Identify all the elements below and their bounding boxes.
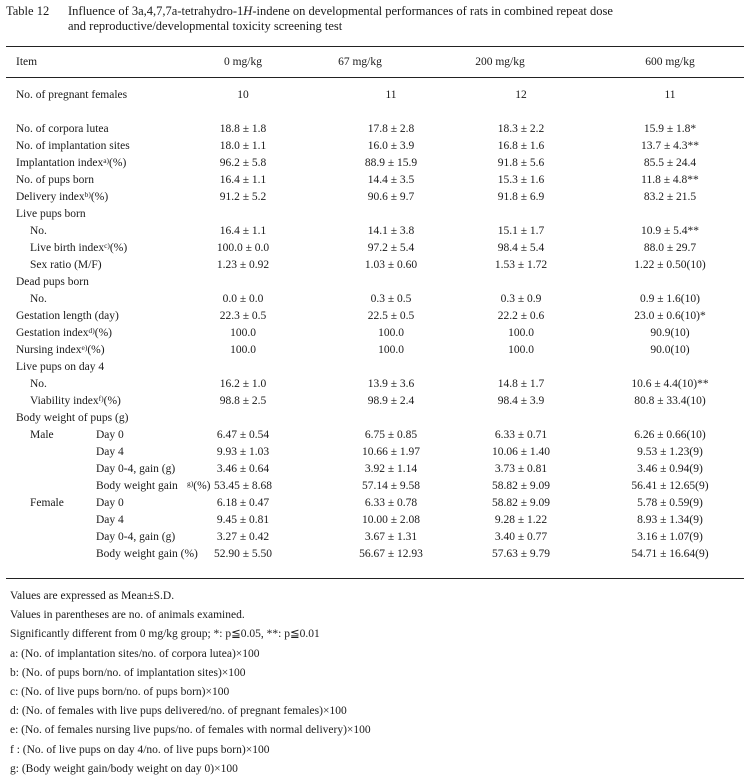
table-cell: 0.3 ± 0.5 xyxy=(370,293,412,305)
table-title-part1: Influence of 3a,4,7,7a-tetrahydro-1 xyxy=(68,4,244,18)
table-cell: 100.0 xyxy=(230,344,256,356)
table-cell: 57.63 ± 9.79 xyxy=(491,548,551,560)
table-cell: 1.22 ± 0.50(10) xyxy=(634,259,706,271)
table-cell: 1.03 ± 0.60 xyxy=(364,259,418,271)
table-row xyxy=(0,461,750,478)
bottom-rule xyxy=(6,578,744,579)
table-row xyxy=(0,342,750,359)
table-cell: 9.45 ± 0.81 xyxy=(216,514,270,526)
table-row xyxy=(0,427,750,444)
row-label-text: Delivery index xyxy=(16,191,85,203)
table-cell: 1.53 ± 1.72 xyxy=(494,259,548,271)
table-cell: 6.18 ± 0.47 xyxy=(216,497,270,509)
row-label xyxy=(16,189,108,206)
row-label xyxy=(30,495,124,512)
row-sublabel: Day 4 xyxy=(96,514,124,526)
table-cell: 16.4 ± 1.1 xyxy=(219,225,267,237)
table-row xyxy=(0,87,750,104)
row-label xyxy=(30,257,102,274)
table-cell: 11 xyxy=(664,89,676,101)
table-row xyxy=(0,189,750,206)
table-cell: 91.8 ± 5.6 xyxy=(497,157,545,169)
row-label-text: Live pups born xyxy=(16,208,86,220)
row-label xyxy=(16,325,112,342)
table-cell: 10.6 ± 4.4(10)** xyxy=(631,378,709,390)
table-row xyxy=(0,274,750,291)
table-cell: 3.40 ± 0.77 xyxy=(494,531,548,543)
row-sublabel: Day 0-4, gain (g) xyxy=(96,463,176,475)
table-row xyxy=(0,376,750,393)
footnote-mark: c) xyxy=(104,241,110,250)
table-cell: 14.8 ± 1.7 xyxy=(497,378,545,390)
table-cell: 23.0 ± 0.6(10)* xyxy=(634,310,706,322)
footnote: a: (No. of implantation sites/no. of corpora lutea)×100 xyxy=(10,647,260,660)
footnote: c: (No. of live pups born/no. of pups born)×100 xyxy=(10,686,230,698)
row-label xyxy=(30,393,121,410)
table-cell: 9.28 ± 1.22 xyxy=(494,514,548,526)
row-label-text: Nursing index xyxy=(16,344,82,356)
table-cell: 22.5 ± 0.5 xyxy=(367,310,415,322)
table-row xyxy=(0,359,750,376)
table-cell: 54.71 ± 16.64(9) xyxy=(631,548,709,560)
table-cell: 56.67 ± 12.93 xyxy=(359,548,423,560)
table-cell: 58.82 ± 9.09 xyxy=(491,480,551,492)
table-cell: 80.8 ± 33.4(10) xyxy=(634,395,706,407)
table-row xyxy=(0,512,750,529)
row-label xyxy=(16,308,119,325)
table-cell: 8.93 ± 1.34(9) xyxy=(637,514,703,526)
row-label-suffix: (%) xyxy=(193,480,211,492)
table-cell: 5.78 ± 0.59(9) xyxy=(637,497,703,509)
table-cell: 10.00 ± 2.08 xyxy=(361,514,421,526)
row-label-text: Body weight of pups (g) xyxy=(16,412,129,424)
row-label-suffix: (%) xyxy=(103,395,121,407)
row-sublabel: Body weight gain (%) xyxy=(96,548,198,560)
table-cell: 16.2 ± 1.0 xyxy=(219,378,267,390)
row-label-text: Live birth index xyxy=(30,242,105,254)
table-cell: 10.06 ± 1.40 xyxy=(491,446,551,458)
table-cell: 14.4 ± 3.5 xyxy=(367,174,415,186)
table-cell: 3.27 ± 0.42 xyxy=(216,531,270,543)
row-label-suffix: (%) xyxy=(109,242,128,254)
table-cell: 10.66 ± 1.97 xyxy=(361,446,421,458)
table-cell: 6.33 ± 0.78 xyxy=(364,497,418,509)
row-label xyxy=(16,206,86,223)
row-sublabel: Day 0-4, gain (g) xyxy=(96,531,176,543)
table-row xyxy=(0,325,750,342)
header-rule xyxy=(6,77,744,78)
table-cell: 58.82 ± 9.09 xyxy=(491,497,551,509)
table-cell: 14.1 ± 3.8 xyxy=(367,225,415,237)
row-label xyxy=(16,155,126,172)
footnote-mark: e) xyxy=(81,343,88,352)
footnote: e: (No. of females nursing live pups/no. of females with normal delivery)×100 xyxy=(10,724,371,737)
row-label-suffix: (%) xyxy=(87,344,105,356)
footnote: Values are expressed as Mean±S.D. xyxy=(10,590,175,602)
table-row xyxy=(0,223,750,240)
row-label xyxy=(16,410,128,427)
row-label xyxy=(16,359,104,376)
table-label: Table 12 xyxy=(6,4,50,18)
row-label-text: No. of pregnant females xyxy=(16,89,128,101)
column-header: 0 mg/kg xyxy=(223,56,262,68)
row-sublabel: Day 4 xyxy=(96,446,124,458)
table-cell: 90.0(10) xyxy=(650,344,690,356)
row-label-suffix: (%) xyxy=(94,327,112,339)
table-cell: 88.0 ± 29.7 xyxy=(643,242,697,254)
table-cell: 96.2 ± 5.8 xyxy=(219,157,267,169)
row-sublabel: Body weight gain xyxy=(96,480,178,492)
table-cell: 57.14 ± 9.58 xyxy=(361,480,421,492)
table-cell: 83.2 ± 21.5 xyxy=(643,191,697,203)
table-cell: 16.8 ± 1.6 xyxy=(497,140,545,152)
table-cell: 85.5 ± 24.4 xyxy=(643,157,697,169)
table-cell: 11.8 ± 4.8** xyxy=(641,174,699,186)
table-cell: 100.0 xyxy=(230,327,256,339)
row-sublabel: Day 0 xyxy=(96,497,124,509)
row-label xyxy=(30,291,47,308)
table-cell: 91.2 ± 5.2 xyxy=(219,191,267,203)
top-rule xyxy=(6,46,744,47)
table-cell: 98.4 ± 5.4 xyxy=(497,242,545,254)
table-row xyxy=(0,172,750,189)
table-cell: 11 xyxy=(385,89,397,101)
table-cell: 15.1 ± 1.7 xyxy=(497,225,545,237)
table-cell: 0.9 ± 1.6(10) xyxy=(640,293,700,305)
row-label-text: No. xyxy=(30,378,47,390)
table-cell: 12 xyxy=(515,89,527,101)
table-cell: 90.6 ± 9.7 xyxy=(367,191,415,203)
table-cell: 6.47 ± 0.54 xyxy=(216,429,270,441)
table-cell: 10.9 ± 5.4** xyxy=(640,225,700,237)
table-cell: 3.92 ± 1.14 xyxy=(364,463,418,475)
table-cell: 16.4 ± 1.1 xyxy=(219,174,267,186)
table-cell: 6.75 ± 0.85 xyxy=(364,429,418,441)
row-label-text: Live pups on day 4 xyxy=(16,361,105,373)
table-cell: 53.45 ± 8.68 xyxy=(213,480,273,492)
table-row xyxy=(0,206,750,223)
table-title-italic-h: H xyxy=(243,4,253,18)
row-label-suffix: (%) xyxy=(90,191,109,203)
row-label xyxy=(16,342,105,359)
table-cell: 18.0 ± 1.1 xyxy=(219,140,267,152)
table-row xyxy=(0,155,750,172)
table-cell: 10 xyxy=(237,89,249,101)
column-header: 67 mg/kg xyxy=(338,56,382,68)
table-cell: 15.3 ± 1.6 xyxy=(497,174,545,186)
table-cell: 15.9 ± 1.8* xyxy=(643,123,697,135)
column-header: Item xyxy=(16,56,38,68)
table-cell: 1.23 ± 0.92 xyxy=(216,259,270,271)
table-cell: 3.67 ± 1.31 xyxy=(364,531,418,543)
footnote: b: (No. of pups born/no. of implantation sites)×100 xyxy=(10,666,246,679)
row-label xyxy=(30,376,47,393)
table-cell: 3.46 ± 0.64 xyxy=(216,463,270,475)
table-row xyxy=(0,138,750,155)
table-cell: 100.0 xyxy=(508,327,534,339)
footnote: g: (Body weight gain/body weight on day 0)×100 xyxy=(10,762,238,775)
footnote-mark: a) xyxy=(103,156,110,165)
table-row xyxy=(0,291,750,308)
row-label-text: Male xyxy=(30,429,54,441)
table-cell: 98.8 ± 2.5 xyxy=(219,395,267,407)
table-cell: 13.7 ± 4.3** xyxy=(640,140,700,152)
table-cell: 3.16 ± 1.07(9) xyxy=(637,531,703,543)
row-label-text: Dead pups born xyxy=(16,276,89,288)
footnote-mark: b) xyxy=(84,190,91,199)
footnote: Values in parentheses are no. of animals examined. xyxy=(10,609,245,622)
column-header: 200 mg/kg xyxy=(475,56,525,68)
table-cell: 52.90 ± 5.50 xyxy=(213,548,273,560)
row-label xyxy=(16,121,109,138)
table-cell: 6.33 ± 0.71 xyxy=(494,429,548,441)
table-cell: 9.93 ± 1.03 xyxy=(216,446,270,458)
table-cell: 88.9 ± 15.9 xyxy=(364,157,418,169)
table-title-part2: -indene on developmental performances of rats in combined repeat dose xyxy=(252,4,613,18)
table-row xyxy=(0,257,750,274)
row-sublabel: Day 0 xyxy=(96,429,124,441)
column-header: 600 mg/kg xyxy=(645,56,695,68)
table-cell: 100.0 xyxy=(508,344,534,356)
table-cell: 13.9 ± 3.6 xyxy=(367,378,415,390)
table-cell: 3.46 ± 0.94(9) xyxy=(637,463,703,475)
table-cell: 98.9 ± 2.4 xyxy=(367,395,415,407)
table-row xyxy=(0,478,750,495)
footnote-mark: f) xyxy=(98,394,104,403)
row-label-text: Gestation index xyxy=(16,327,89,339)
table-row xyxy=(0,529,750,546)
row-label xyxy=(30,223,47,240)
row-label-text: Implantation index xyxy=(16,157,104,169)
footnote: d: (No. of females with live pups delivered/no. of pregnant females)×100 xyxy=(10,705,347,718)
table-cell: 9.53 ± 1.23(9) xyxy=(637,446,703,458)
table-cell: 91.8 ± 6.9 xyxy=(497,191,545,203)
table-row xyxy=(0,308,750,325)
footnote: f : (No. of live pups on day 4/no. of live pups born)×100 xyxy=(10,743,270,756)
table-cell: 97.2 ± 5.4 xyxy=(367,242,415,254)
row-label-suffix: (%) xyxy=(109,157,127,169)
table-cell: 98.4 ± 3.9 xyxy=(497,395,545,407)
footnote: Significantly different from 0 mg/kg group; *: p≦0.05, **: p≦0.01 xyxy=(10,628,320,641)
table-cell: 16.0 ± 3.9 xyxy=(367,140,415,152)
header-row xyxy=(0,54,750,71)
table-cell: 17.8 ± 2.8 xyxy=(367,123,415,135)
table-row xyxy=(0,121,750,138)
table-cell: 6.26 ± 0.66(10) xyxy=(634,429,706,441)
row-label-text: No. xyxy=(30,225,47,237)
row-label xyxy=(16,138,130,155)
table-row xyxy=(0,444,750,461)
table-cell: 3.73 ± 0.81 xyxy=(494,463,548,475)
row-label-text: No. of pups born xyxy=(16,174,94,186)
row-label xyxy=(16,87,127,104)
table-row xyxy=(0,495,750,512)
table-row xyxy=(0,240,750,257)
table-cell: 22.3 ± 0.5 xyxy=(219,310,267,322)
row-label xyxy=(16,172,94,189)
row-label-text: Sex ratio (M/F) xyxy=(30,259,102,271)
table-row xyxy=(0,393,750,410)
row-label xyxy=(30,427,124,444)
footnote-mark: d) xyxy=(88,326,95,335)
table-cell: 100.0 ± 0.0 xyxy=(216,242,270,254)
table-title-line2: and reproductive/developmental toxicity screening test xyxy=(68,19,343,33)
row-label xyxy=(16,274,89,291)
row-label xyxy=(30,240,127,257)
table-cell: 18.3 ± 2.2 xyxy=(497,123,545,135)
row-label-text: Gestation length (day) xyxy=(16,310,119,322)
table-row xyxy=(0,546,750,563)
footnote-mark: g) xyxy=(187,479,194,488)
table-cell: 22.2 ± 0.6 xyxy=(497,310,545,322)
table-cell: 18.8 ± 1.8 xyxy=(219,123,267,135)
row-label-text: No. of implantation sites xyxy=(16,140,130,152)
row-label-text: No. of corpora lutea xyxy=(16,123,109,135)
table-cell: 90.9(10) xyxy=(650,327,690,339)
table-cell: 100.0 xyxy=(378,344,404,356)
table-row xyxy=(0,410,750,427)
table-cell: 100.0 xyxy=(378,327,404,339)
row-label-text: No. xyxy=(30,293,47,305)
table-cell: 0.3 ± 0.9 xyxy=(500,293,542,305)
row-label-text: Female xyxy=(30,497,64,509)
table-cell: 56.41 ± 12.65(9) xyxy=(631,480,709,492)
table-cell: 0.0 ± 0.0 xyxy=(222,293,264,305)
row-label-text: Viability index xyxy=(30,395,99,407)
table-caption xyxy=(6,4,744,34)
